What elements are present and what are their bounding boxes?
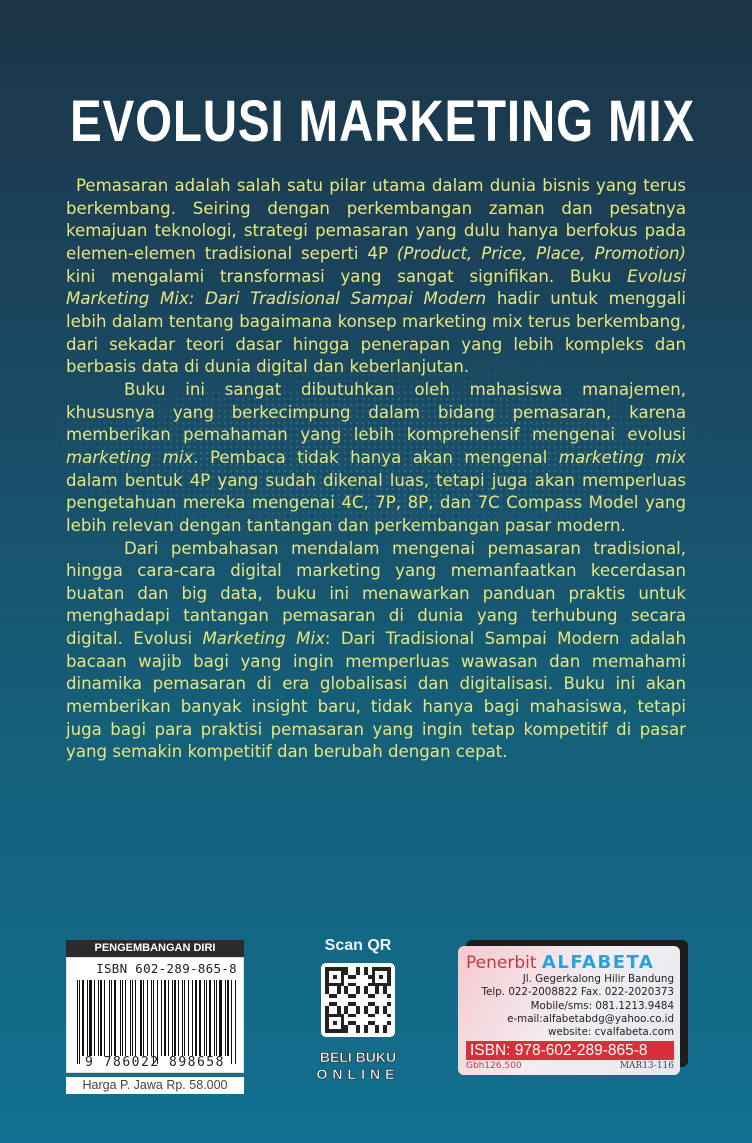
barcode-bar xyxy=(114,980,116,1056)
barcode-bar xyxy=(125,980,127,1056)
barcode-bar xyxy=(79,980,80,1064)
barcode-label xyxy=(66,940,244,1094)
barcode-bar xyxy=(209,980,211,1056)
scan-qr-label: Scan QR xyxy=(324,937,392,954)
barcode-bar xyxy=(143,980,144,1056)
barcode-bar xyxy=(120,980,121,1056)
synopsis-paragraph xyxy=(66,175,686,379)
barcode-bar xyxy=(172,980,173,1056)
publisher-isbn: ISBN: 978-602-289-865-8 xyxy=(466,1041,674,1060)
barcode-bar xyxy=(87,980,88,1056)
italic-text: marketing mix xyxy=(558,447,686,467)
synopsis xyxy=(66,175,686,764)
barcode-bar xyxy=(178,980,179,1056)
barcode-bar xyxy=(216,980,217,1056)
barcode-bar xyxy=(164,980,166,1056)
barcode-bar xyxy=(135,980,137,1056)
code-left: Gbh126.500 xyxy=(466,1061,522,1072)
barcode-bar xyxy=(168,980,169,1056)
text-segment: dalam bentuk 4P yang sudah dikenal luas, tetapi juga akan memperluas pengetahuan mereka mengenai 4C, 7P, 8P, dan 7C Compass Model yang lebih relevan dengan tantangan dan perkembangan pasar modern. xyxy=(66,470,686,535)
text-segment: Buku ini sangat dibutuhkan oleh mahasiswa manajemen, khususnya yang berkecimpung dalam bidang pemasaran, karena memberikan pemahaman yang lebih komprehensif mengenai evolusi xyxy=(66,379,686,445)
barcode-bar xyxy=(161,980,162,1056)
buy-line-2: ONLINE xyxy=(316,1066,400,1082)
publisher-info xyxy=(458,946,680,1075)
synopsis-paragraph xyxy=(66,538,686,765)
barcode-bar xyxy=(132,980,133,1056)
italic-text: (Product, Price, Place, Promotion) xyxy=(396,243,687,263)
barcode-bar xyxy=(204,980,205,1056)
publisher-prefix: Penerbit xyxy=(466,953,537,973)
synopsis-paragraph xyxy=(66,379,686,538)
barcode-bar xyxy=(184,980,185,1056)
publisher-codes xyxy=(466,1060,674,1072)
barcode-bar xyxy=(100,980,102,1056)
barcode-bar xyxy=(227,980,229,1056)
qr-section xyxy=(305,935,411,1083)
buy-line-1: BELI BUKU xyxy=(319,1049,397,1065)
barcode-bar xyxy=(104,980,106,1056)
publisher-name xyxy=(466,952,674,973)
book-title: EVOLUSI MARKETING MIX xyxy=(70,89,695,154)
isbn-text: ISBN 602-289-865-8 xyxy=(96,961,237,976)
barcode-bar xyxy=(225,980,226,1056)
publisher-address: Jl. Gegerkalong Hilir Bandung xyxy=(522,973,674,985)
barcode-bar xyxy=(109,980,110,1056)
publisher-phone: Telp. 022-2008822 Fax. 022-2020373 xyxy=(481,986,674,999)
barcode-bar xyxy=(82,980,84,1056)
category-label: PENGEMBANGAN DIRI xyxy=(66,940,244,957)
barcode-bar xyxy=(89,980,91,1056)
barcode-bar xyxy=(98,980,99,1056)
barcode-bar xyxy=(182,980,183,1056)
barcode-bar xyxy=(199,980,201,1056)
barcode-bar xyxy=(122,980,123,1056)
barcode-bar xyxy=(130,980,131,1056)
qr-code-icon[interactable] xyxy=(321,963,395,1037)
price-label: Harga P. Jawa Rp. 58.000 xyxy=(66,1077,244,1094)
barcode-bar xyxy=(235,980,236,1064)
barcode-bar xyxy=(195,980,197,1056)
barcode-bars xyxy=(77,980,237,1056)
barcode-bar xyxy=(151,980,152,1056)
buy-online-label xyxy=(305,1049,411,1083)
italic-text: marketing mix xyxy=(66,447,194,467)
publisher-card xyxy=(458,940,688,1075)
barcode-bar xyxy=(94,980,95,1056)
barcode-bar xyxy=(153,980,155,1064)
barcode-bar xyxy=(231,980,232,1064)
barcode-bar xyxy=(192,980,193,1056)
publisher-brand-logo: ALFABETA xyxy=(541,952,655,973)
italic-text: Marketing Mix xyxy=(202,629,325,649)
barcode-bar xyxy=(214,980,215,1056)
text-segment: hadir untuk menggali lebih dalam tentang bagaimana konsep marketing mix terus berkembang, dari sekadar teori dasar hingga penerapan yang lebih kompleks dan berbasis data di dunia digital dan keberlanjutan. xyxy=(66,289,687,377)
barcode-bar xyxy=(77,980,78,1064)
italic-text: Evolusi Marketing Mix: Dari Tradisional Sampai Modern xyxy=(66,266,686,309)
barcode-bar xyxy=(157,980,159,1064)
barcode-bar xyxy=(140,980,142,1056)
barcode-digits: 9 786022 898658 xyxy=(85,1055,225,1070)
barcode-bar xyxy=(111,980,112,1056)
text-segment: . Pembaca tidak hanya akan mengenal xyxy=(193,447,559,467)
text-segment: : Dari Tradisional Sampai Modern adalah bacaan wajib bagi yang ingin memperluas wawasan dan memahami dinamika pemasaran di era globalisasi dan digitalisasi. Buku ini akan memberikan banyak insight baru, tidak hanya bagi mahasiswa, tetapi juga bagi para praktisi pemasaran yang ingin tetap kompetitif di pasar yang semakin kompetitif dan berubah dengan cepat. xyxy=(66,629,686,762)
barcode-bar xyxy=(147,980,148,1056)
barcode-bar xyxy=(188,980,190,1056)
publisher-website: website: cvalfabeta.com xyxy=(548,1026,674,1039)
text-segment: Dari pembahasan mendalam mengenai pemasaran tradisional, hingga cara-cara digital marketing yang memanfaatkan kecerdasan buatan dan big data, buku ini menawarkan panduan praktis untuk menghadapi tantangan pemasaran di dunia yang terhubung secara digital. Evolusi xyxy=(66,538,686,649)
code-right: MAR13-116 xyxy=(619,1061,674,1072)
barcode-box xyxy=(66,957,244,1073)
publisher-mobile: Mobile/sms: 081.1213.9484 xyxy=(530,999,674,1012)
publisher-email: e-mail:alfabetabdg@yahoo.co.id xyxy=(507,1012,674,1025)
barcode-bar xyxy=(206,980,207,1056)
text-segment: Pemasaran adalah salah satu pilar utama dalam dunia bisnis yang terus berkembang. Seiring dengan perkembangan zaman dan pesatnya kemajuan teknologi, strategi pemasaran yang dulu hanya berfokus pada elemen-elemen tradisional seperti 4P xyxy=(66,176,686,263)
text-segment: kini mengalami transformasi yang sangat signifikan. Buku xyxy=(66,266,628,286)
barcode-bar xyxy=(174,980,176,1056)
barcode-bar xyxy=(219,980,221,1056)
